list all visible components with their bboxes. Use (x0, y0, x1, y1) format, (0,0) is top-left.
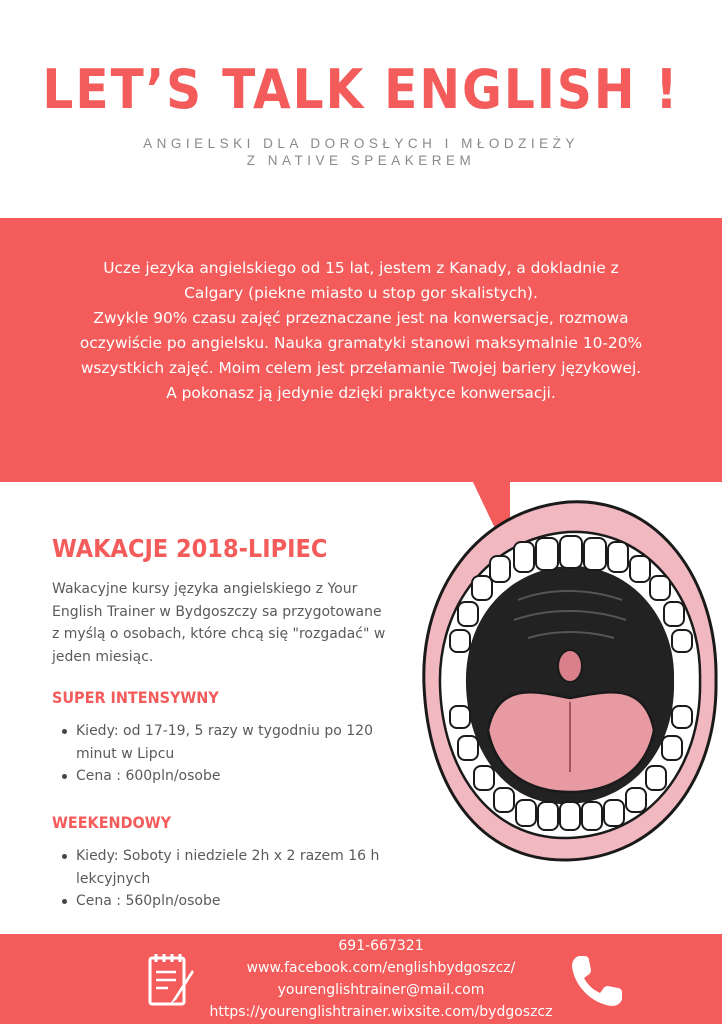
course-heading: WAKACJE 2018-LIPIEC (52, 534, 328, 563)
intro-line: Ucze jezyka angielskiego od 15 lat, jestem z Kanady, a dokladnie z (103, 259, 619, 277)
price-item: Cena : 560pln/osobe (62, 890, 402, 913)
phone-handset-icon (566, 950, 628, 1012)
price-item: Cena : 600pln/osobe (62, 765, 402, 788)
schedule-item: Kiedy: Soboty i niedziele 2h x 2 razem 16 h lekcyjnych (62, 845, 402, 890)
intro-text (30, 256, 692, 406)
uvula (558, 650, 582, 682)
option-details-weekendowy (62, 845, 402, 913)
intro-line: oczywiście po angielsku. Nauka gramatyki stanowi maksymalnie 10-20% (79, 334, 643, 352)
option-details-super-intensywny (62, 720, 402, 788)
open-mouth-illustration (418, 480, 722, 876)
option-title-super-intensywny: SUPER INTENSYWNY (52, 688, 219, 707)
description-line: English Trainer w Bydgoszczy sa przygotowane (52, 603, 382, 620)
intro-line: Calgary (piekne miasto u stop gor skalistych). (184, 284, 538, 302)
option-title-weekendowy: WEEKENDOWY (52, 813, 172, 832)
contact-facebook-link[interactable]: www.facebook.com/englishbydgoszcz/ (246, 960, 516, 976)
course-description (52, 578, 424, 668)
notepad-pencil-icon (146, 950, 198, 1008)
subtitle-line-1: ANGIELSKI DLA DOROSŁYCH I MŁODZIEŻY (143, 136, 579, 151)
intro-line: A pokonasz ją jedynie dzięki praktyce konwersacji. (166, 384, 556, 402)
contact-phone[interactable]: 691-667321 (338, 938, 424, 954)
intro-line: wszystkich zajęć. Moim celem jest przełamanie Twojej bariery językowej. (80, 359, 642, 377)
description-line: z myślą o osobach, które chcą się "rozgadać" w (52, 626, 386, 642)
schedule-item: Kiedy: od 17-19, 5 razy w tygodniu po 120 minut w Lipcu (62, 720, 402, 765)
description-line: jeden miesiąc. (52, 648, 154, 665)
subtitle-line-2: Z NATIVE SPEAKEREM (246, 153, 476, 168)
contact-website-link[interactable]: https://yourenglishtrainer.wixsite.com/bydgoszcz (209, 1004, 553, 1020)
poster-title: LET’S TALK ENGLISH ! (42, 58, 680, 121)
description-line: Wakacyjne kursy języka angielskiego z Your (52, 581, 358, 597)
intro-line: Zwykle 90% czasu zajęć przeznaczane jest na konwersacje, rozmowa (93, 309, 629, 327)
contact-email-link[interactable]: yourenglishtrainer@mail.com (277, 982, 485, 998)
